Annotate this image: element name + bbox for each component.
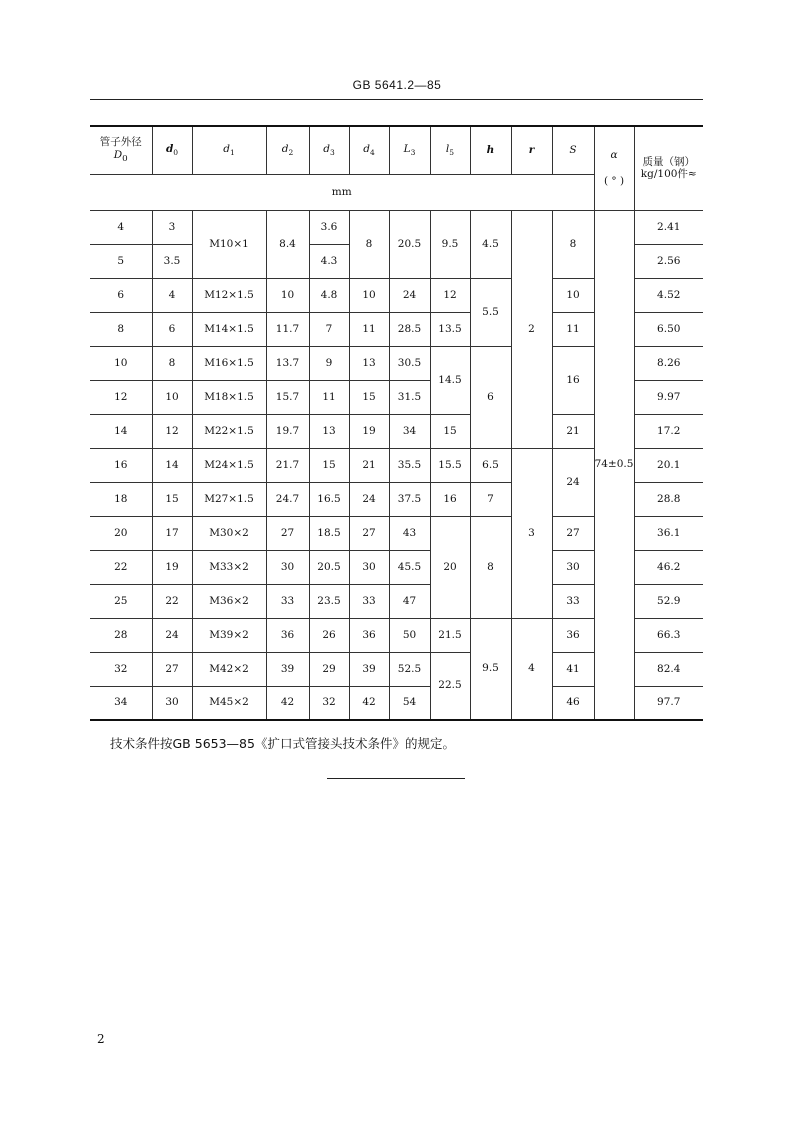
cell-d1: M10×1 bbox=[192, 210, 266, 278]
cell-d2: 10 bbox=[266, 278, 309, 312]
cell-d4: 42 bbox=[349, 686, 389, 720]
cell-D0: 22 bbox=[90, 550, 152, 584]
cell-S: 27 bbox=[552, 516, 594, 550]
cell-d3: 32 bbox=[309, 686, 349, 720]
cell-d0: 3 bbox=[152, 210, 192, 244]
header-r: r bbox=[511, 126, 552, 174]
cell-d0: 6 bbox=[152, 312, 192, 346]
cell-d2: 36 bbox=[266, 618, 309, 652]
cell-d1: M16×1.5 bbox=[192, 346, 266, 380]
cell-d2: 8.4 bbox=[266, 210, 309, 278]
cell-D0: 16 bbox=[90, 448, 152, 482]
cell-d2: 11.7 bbox=[266, 312, 309, 346]
cell-d3: 18.5 bbox=[309, 516, 349, 550]
header-h: h bbox=[470, 126, 511, 174]
cell-mass: 20.1 bbox=[634, 448, 703, 482]
cell-d2: 15.7 bbox=[266, 380, 309, 414]
cell-d0: 3.5 bbox=[152, 244, 192, 278]
cell-d0: 30 bbox=[152, 686, 192, 720]
cell-d2: 27 bbox=[266, 516, 309, 550]
cell-d3: 3.6 bbox=[309, 210, 349, 244]
cell-S: 30 bbox=[552, 550, 594, 584]
cell-l5: 12 bbox=[430, 278, 470, 312]
cell-S: 24 bbox=[552, 448, 594, 516]
cell-d4: 33 bbox=[349, 584, 389, 618]
cell-d3: 16.5 bbox=[309, 482, 349, 516]
cell-l5: 16 bbox=[430, 482, 470, 516]
cell-D0: 14 bbox=[90, 414, 152, 448]
cell-D0: 5 bbox=[90, 244, 152, 278]
cell-d0: 8 bbox=[152, 346, 192, 380]
cell-d2: 21.7 bbox=[266, 448, 309, 482]
cell-L3: 37.5 bbox=[389, 482, 430, 516]
cell-d2: 13.7 bbox=[266, 346, 309, 380]
cell-h: 6 bbox=[470, 346, 511, 448]
cell-D0: 32 bbox=[90, 652, 152, 686]
cell-d4: 39 bbox=[349, 652, 389, 686]
header-mass: 质量（钢） kg/100件≈ bbox=[634, 126, 703, 210]
cell-alpha: 74±0.5 bbox=[594, 210, 634, 720]
cell-h: 8 bbox=[470, 516, 511, 618]
cell-D0: 4 bbox=[90, 210, 152, 244]
cell-mass: 28.8 bbox=[634, 482, 703, 516]
cell-D0: 10 bbox=[90, 346, 152, 380]
cell-d2: 30 bbox=[266, 550, 309, 584]
cell-h: 9.5 bbox=[470, 618, 511, 720]
cell-h: 7 bbox=[470, 482, 511, 516]
cell-d3: 26 bbox=[309, 618, 349, 652]
cell-d2: 42 bbox=[266, 686, 309, 720]
cell-d0: 10 bbox=[152, 380, 192, 414]
header-l5: $l_5$ bbox=[430, 126, 470, 174]
cell-mass: 52.9 bbox=[634, 584, 703, 618]
cell-L3: 31.5 bbox=[389, 380, 430, 414]
cell-L3: 43 bbox=[389, 516, 430, 550]
header-d1: $d_1$ bbox=[192, 126, 266, 174]
cell-d1: M24×1.5 bbox=[192, 448, 266, 482]
cell-mass: 2.41 bbox=[634, 210, 703, 244]
cell-d1: M30×2 bbox=[192, 516, 266, 550]
cell-D0: 34 bbox=[90, 686, 152, 720]
cell-d3: 20.5 bbox=[309, 550, 349, 584]
cell-D0: 20 bbox=[90, 516, 152, 550]
cell-d4: 21 bbox=[349, 448, 389, 482]
header-d0: $d_0$ bbox=[152, 126, 192, 174]
cell-d4: 11 bbox=[349, 312, 389, 346]
page-number: 2 bbox=[97, 1032, 105, 1046]
cell-d3: 4.3 bbox=[309, 244, 349, 278]
cell-S: 10 bbox=[552, 278, 594, 312]
cell-d4: 19 bbox=[349, 414, 389, 448]
end-divider bbox=[327, 778, 465, 779]
cell-d4: 13 bbox=[349, 346, 389, 380]
cell-d1: M36×2 bbox=[192, 584, 266, 618]
cell-d0: 22 bbox=[152, 584, 192, 618]
cell-d4: 8 bbox=[349, 210, 389, 278]
cell-d3: 9 bbox=[309, 346, 349, 380]
cell-d3: 13 bbox=[309, 414, 349, 448]
cell-mass: 36.1 bbox=[634, 516, 703, 550]
cell-l5: 22.5 bbox=[430, 652, 470, 720]
cell-mass: 4.52 bbox=[634, 278, 703, 312]
cell-d1: M18×1.5 bbox=[192, 380, 266, 414]
cell-l5: 13.5 bbox=[430, 312, 470, 346]
cell-d0: 19 bbox=[152, 550, 192, 584]
cell-d1: M27×1.5 bbox=[192, 482, 266, 516]
cell-D0: 18 bbox=[90, 482, 152, 516]
standard-number: GB 5641.2—85 bbox=[352, 78, 442, 92]
cell-l5: 20 bbox=[430, 516, 470, 618]
cell-D0: 25 bbox=[90, 584, 152, 618]
cell-L3: 45.5 bbox=[389, 550, 430, 584]
cell-D0: 12 bbox=[90, 380, 152, 414]
cell-d2: 33 bbox=[266, 584, 309, 618]
cell-S: 36 bbox=[552, 618, 594, 652]
cell-L3: 54 bbox=[389, 686, 430, 720]
header-d3: $d_3$ bbox=[309, 126, 349, 174]
cell-mass: 66.3 bbox=[634, 618, 703, 652]
cell-S: 33 bbox=[552, 584, 594, 618]
cell-mass: 17.2 bbox=[634, 414, 703, 448]
cell-d3: 11 bbox=[309, 380, 349, 414]
cell-D0: 8 bbox=[90, 312, 152, 346]
cell-S: 8 bbox=[552, 210, 594, 278]
cell-r: 4 bbox=[511, 618, 552, 720]
cell-S: 16 bbox=[552, 346, 594, 414]
cell-d3: 23.5 bbox=[309, 584, 349, 618]
cell-d4: 30 bbox=[349, 550, 389, 584]
cell-mass: 46.2 bbox=[634, 550, 703, 584]
cell-d0: 14 bbox=[152, 448, 192, 482]
cell-l5: 21.5 bbox=[430, 618, 470, 652]
cell-L3: 35.5 bbox=[389, 448, 430, 482]
cell-D0: 28 bbox=[90, 618, 152, 652]
cell-S: 21 bbox=[552, 414, 594, 448]
header-L3: $L_3$ bbox=[389, 126, 430, 174]
cell-D0: 6 bbox=[90, 278, 152, 312]
cell-d1: M12×1.5 bbox=[192, 278, 266, 312]
cell-h: 5.5 bbox=[470, 278, 511, 346]
cell-L3: 28.5 bbox=[389, 312, 430, 346]
header-divider bbox=[90, 99, 703, 100]
cell-d3: 29 bbox=[309, 652, 349, 686]
cell-d4: 10 bbox=[349, 278, 389, 312]
technical-note: 技术条件按GB 5653—85《扩口式管接头技术条件》的规定。 bbox=[110, 736, 455, 751]
cell-d4: 27 bbox=[349, 516, 389, 550]
cell-r: 3 bbox=[511, 448, 552, 618]
cell-h: 4.5 bbox=[470, 210, 511, 278]
cell-mass: 82.4 bbox=[634, 652, 703, 686]
cell-d0: 15 bbox=[152, 482, 192, 516]
header-alpha: α ( ° ) bbox=[594, 126, 634, 210]
cell-d1: M14×1.5 bbox=[192, 312, 266, 346]
cell-L3: 52.5 bbox=[389, 652, 430, 686]
cell-d2: 24.7 bbox=[266, 482, 309, 516]
cell-d1: M33×2 bbox=[192, 550, 266, 584]
cell-d4: 15 bbox=[349, 380, 389, 414]
cell-l5: 14.5 bbox=[430, 346, 470, 414]
cell-r: 2 bbox=[511, 210, 552, 448]
cell-d4: 24 bbox=[349, 482, 389, 516]
cell-d0: 27 bbox=[152, 652, 192, 686]
cell-S: 41 bbox=[552, 652, 594, 686]
cell-d3: 7 bbox=[309, 312, 349, 346]
cell-L3: 20.5 bbox=[389, 210, 430, 278]
cell-d0: 12 bbox=[152, 414, 192, 448]
cell-L3: 50 bbox=[389, 618, 430, 652]
cell-d2: 39 bbox=[266, 652, 309, 686]
cell-L3: 30.5 bbox=[389, 346, 430, 380]
cell-S: 11 bbox=[552, 312, 594, 346]
cell-d1: M45×2 bbox=[192, 686, 266, 720]
cell-d0: 17 bbox=[152, 516, 192, 550]
header-S: S bbox=[552, 126, 594, 174]
cell-l5: 15 bbox=[430, 414, 470, 448]
cell-d4: 36 bbox=[349, 618, 389, 652]
cell-L3: 24 bbox=[389, 278, 430, 312]
cell-d1: M39×2 bbox=[192, 618, 266, 652]
cell-mass: 6.50 bbox=[634, 312, 703, 346]
dimension-table bbox=[90, 125, 703, 721]
cell-L3: 47 bbox=[389, 584, 430, 618]
header-d4: $d_4$ bbox=[349, 126, 389, 174]
cell-d1: M42×2 bbox=[192, 652, 266, 686]
cell-mass: 9.97 bbox=[634, 380, 703, 414]
cell-l5: 9.5 bbox=[430, 210, 470, 278]
unit-mm: mm bbox=[90, 174, 594, 210]
cell-d0: 24 bbox=[152, 618, 192, 652]
cell-mass: 8.26 bbox=[634, 346, 703, 380]
header-D0: 管子外径 $D_0$ bbox=[90, 126, 152, 174]
cell-mass: 2.56 bbox=[634, 244, 703, 278]
cell-mass: 97.7 bbox=[634, 686, 703, 720]
header-d2: $d_2$ bbox=[266, 126, 309, 174]
cell-h: 6.5 bbox=[470, 448, 511, 482]
cell-d0: 4 bbox=[152, 278, 192, 312]
cell-d3: 15 bbox=[309, 448, 349, 482]
cell-d2: 19.7 bbox=[266, 414, 309, 448]
cell-l5: 15.5 bbox=[430, 448, 470, 482]
cell-L3: 34 bbox=[389, 414, 430, 448]
cell-d3: 4.8 bbox=[309, 278, 349, 312]
cell-S: 46 bbox=[552, 686, 594, 720]
cell-d1: M22×1.5 bbox=[192, 414, 266, 448]
